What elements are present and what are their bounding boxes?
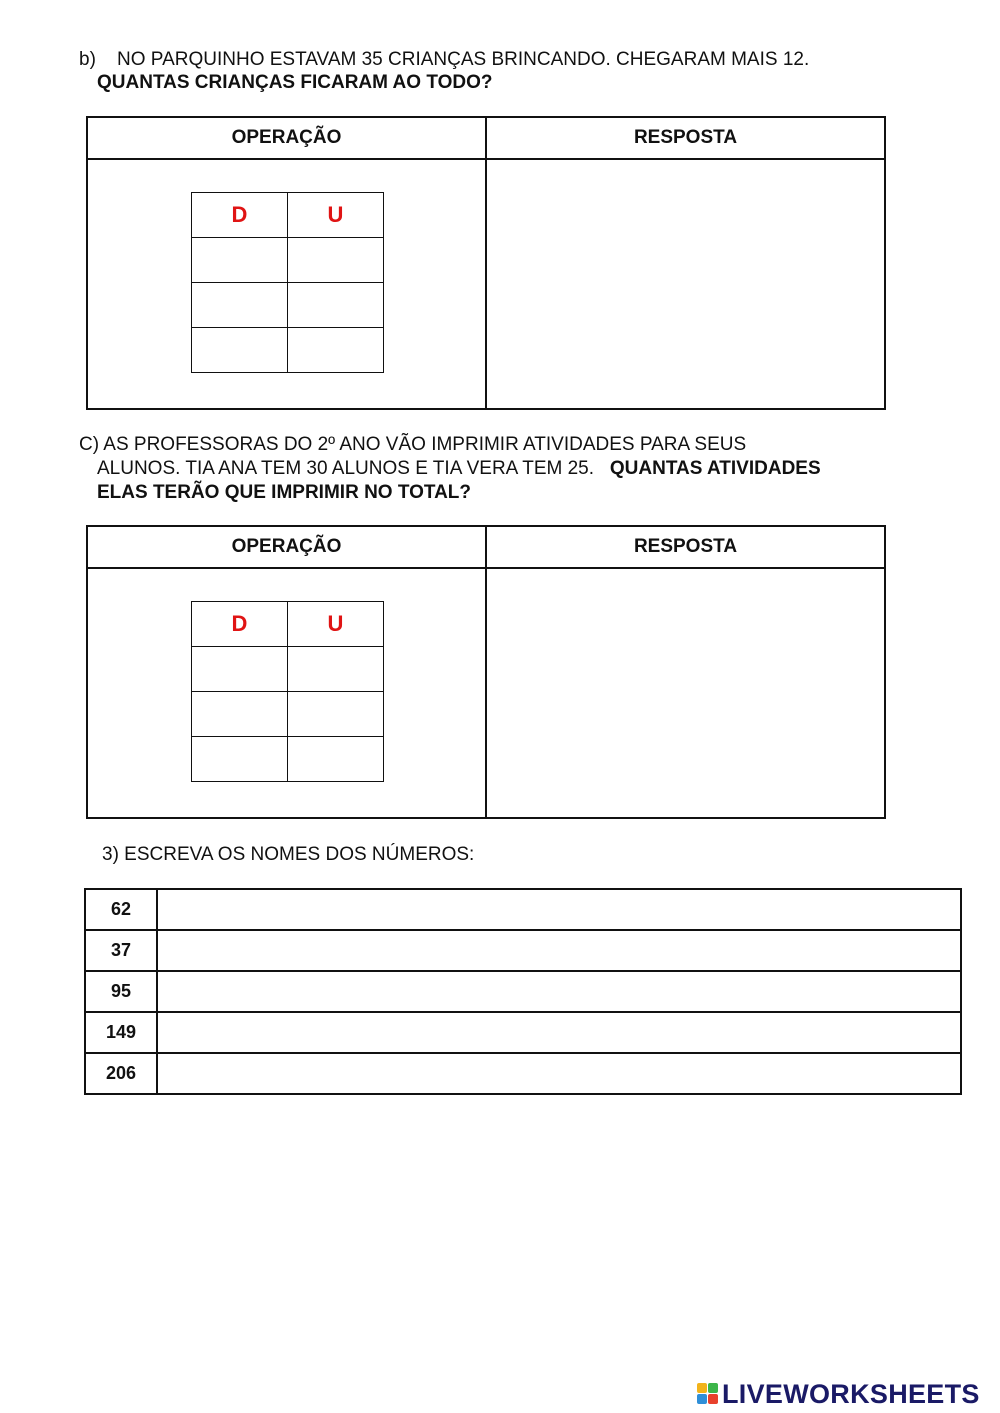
answer-header: RESPOSTA — [486, 117, 885, 159]
question-c-line1: C) AS PROFESSORAS DO 2º ANO VÃO IMPRIMIR ATIVIDADES PARA SEUS — [79, 434, 747, 455]
operation-table-b — [86, 116, 886, 410]
du-cell[interactable] — [288, 647, 384, 692]
du-cell[interactable] — [288, 238, 384, 283]
logo-text: LIVEWORKSHEETS — [722, 1378, 980, 1409]
number-cell: 149 — [85, 1012, 157, 1053]
number-cell: 62 — [85, 889, 157, 930]
du-header-tens: D — [192, 602, 288, 647]
logo-square — [697, 1394, 707, 1404]
du-cell[interactable] — [288, 737, 384, 782]
question-c-line2-text: ALUNOS. TIA ANA TEM 30 ALUNOS E TIA VERA TEM 25. — [97, 458, 595, 479]
operation-area — [87, 159, 486, 409]
du-header-tens: D — [192, 193, 288, 238]
du-cell[interactable] — [192, 647, 288, 692]
answer-area[interactable] — [486, 159, 885, 409]
number-names-table — [84, 888, 962, 1095]
question-3-text: 3) ESCREVA OS NOMES DOS NÚMEROS: — [102, 844, 475, 865]
table-row — [85, 889, 961, 930]
question-c-line2 — [97, 457, 821, 480]
question-c-line3: ELAS TERÃO QUE IMPRIMIR NO TOTAL? — [97, 482, 472, 503]
logo-square — [708, 1383, 718, 1393]
number-name-input[interactable] — [157, 1053, 961, 1094]
du-header-units: U — [288, 602, 384, 647]
du-cell[interactable] — [288, 283, 384, 328]
question-b-question: QUANTAS CRIANÇAS FICARAM AO TODO? — [97, 72, 493, 93]
number-cell: 206 — [85, 1053, 157, 1094]
question-b-text: NO PARQUINHO ESTAVAM 35 CRIANÇAS BRINCANDO. CHEGARAM MAIS 12. — [117, 49, 810, 70]
question-c-line2-bold: QUANTAS ATIVIDADES — [609, 458, 821, 479]
question-b-label: b) — [79, 49, 96, 70]
table-row — [85, 971, 961, 1012]
number-cell: 37 — [85, 930, 157, 971]
number-name-input[interactable] — [157, 1012, 961, 1053]
du-grid — [191, 601, 384, 782]
logo-square — [697, 1383, 707, 1393]
logo-square — [708, 1394, 718, 1404]
table-row — [85, 930, 961, 971]
table-row — [85, 1012, 961, 1053]
du-cell[interactable] — [288, 692, 384, 737]
number-cell: 95 — [85, 971, 157, 1012]
operation-table-c — [86, 525, 886, 819]
du-grid — [191, 192, 384, 373]
du-cell[interactable] — [192, 238, 288, 283]
du-cell[interactable] — [192, 692, 288, 737]
table-row — [85, 1053, 961, 1094]
answer-header: RESPOSTA — [486, 526, 885, 568]
number-name-input[interactable] — [157, 889, 961, 930]
du-cell[interactable] — [192, 328, 288, 373]
answer-area[interactable] — [486, 568, 885, 818]
du-header-units: U — [288, 193, 384, 238]
operation-header: OPERAÇÃO — [87, 117, 486, 159]
operation-header: OPERAÇÃO — [87, 526, 486, 568]
du-cell[interactable] — [288, 328, 384, 373]
du-cell[interactable] — [192, 737, 288, 782]
du-cell[interactable] — [192, 283, 288, 328]
number-name-input[interactable] — [157, 930, 961, 971]
liveworksheets-logo — [697, 1378, 980, 1410]
operation-area — [87, 568, 486, 818]
number-name-input[interactable] — [157, 971, 961, 1012]
question-b-line1 — [79, 48, 809, 71]
liveworksheets-icon — [697, 1383, 719, 1405]
